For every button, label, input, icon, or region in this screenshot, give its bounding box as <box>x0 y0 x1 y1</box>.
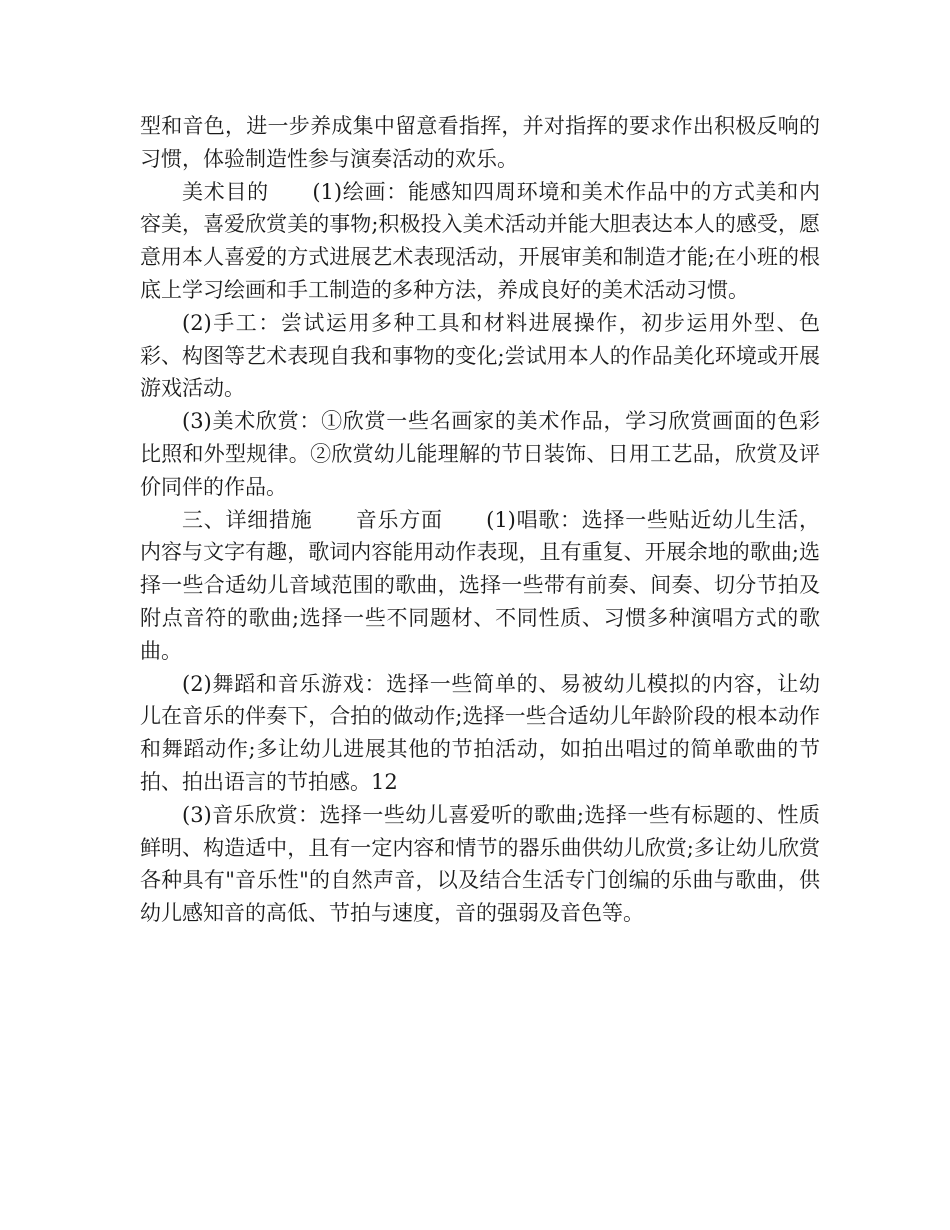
document-body <box>140 110 820 930</box>
paragraph-1: 型和音色，进一步养成集中留意看指挥，并对指挥的要求作出积极反响的习惯，体验制造性参与演奏活动的欢乐。 <box>140 114 820 171</box>
paragraph-3: (2)手工：尝试运用多种工具和材料进展操作，初步运用外型、色彩、构图等艺术表现自我和事物的变化;尝试用本人的作品美化环境或开展游戏活动。 <box>140 310 820 401</box>
paragraph-6: (2)舞蹈和音乐游戏：选择一些简单的、易被幼儿模拟的内容，让幼儿在音乐的伴奏下，合拍的做动作;选择一些合适幼儿年龄阶段的根本动作和舞蹈动作;多让幼儿进展其他的节拍活动，如拍出唱过的简单歌曲的节拍、拍出语言的节拍感。12 <box>140 671 820 794</box>
paragraph-4: (3)美术欣赏：①欣赏一些名画家的美术作品，学习欣赏画面的色彩比照和外型规律。②欣赏幼儿能理解的节日装饰、日用工艺品，欣赏及评价同伴的作品。 <box>140 409 820 499</box>
paragraph-5: 三、详细措施 音乐方面 (1)唱歌：选择一些贴近幼儿生活，内容与文字有趣，歌词内容能用动作表现，且有重复、开展余地的歌曲;选择一些合适幼儿音域范围的歌曲，选择一些带有前奏、间奏、切分节拍及附点音符的歌曲;选择一些不同题材、不同性质、习惯多种演唱方式的歌曲。 <box>140 507 820 663</box>
paragraph-7: (3)音乐欣赏：选择一些幼儿喜爱听的歌曲;选择一些有标题的、性质鲜明、构造适中，且有一定内容和情节的器乐曲供幼儿欣赏;多让幼儿欣赏各种具有"音乐性"的自然声音，以及结合生活专门创编的乐曲与歌曲，供幼儿感知音的高低、节拍与速度，音的强弱及音色等。 <box>140 802 820 926</box>
paragraph-2: 美术目的 (1)绘画：能感知四周环境和美术作品中的方式美和内容美，喜爱欣赏美的事物;积极投入美术活动并能大胆表达本人的感受，愿意用本人喜爱的方式进展艺术表现活动，开展审美和制造才能;在小班的根底上学习绘画和手工制造的多种方法，养成良好的美术活动习惯。 <box>140 179 820 302</box>
